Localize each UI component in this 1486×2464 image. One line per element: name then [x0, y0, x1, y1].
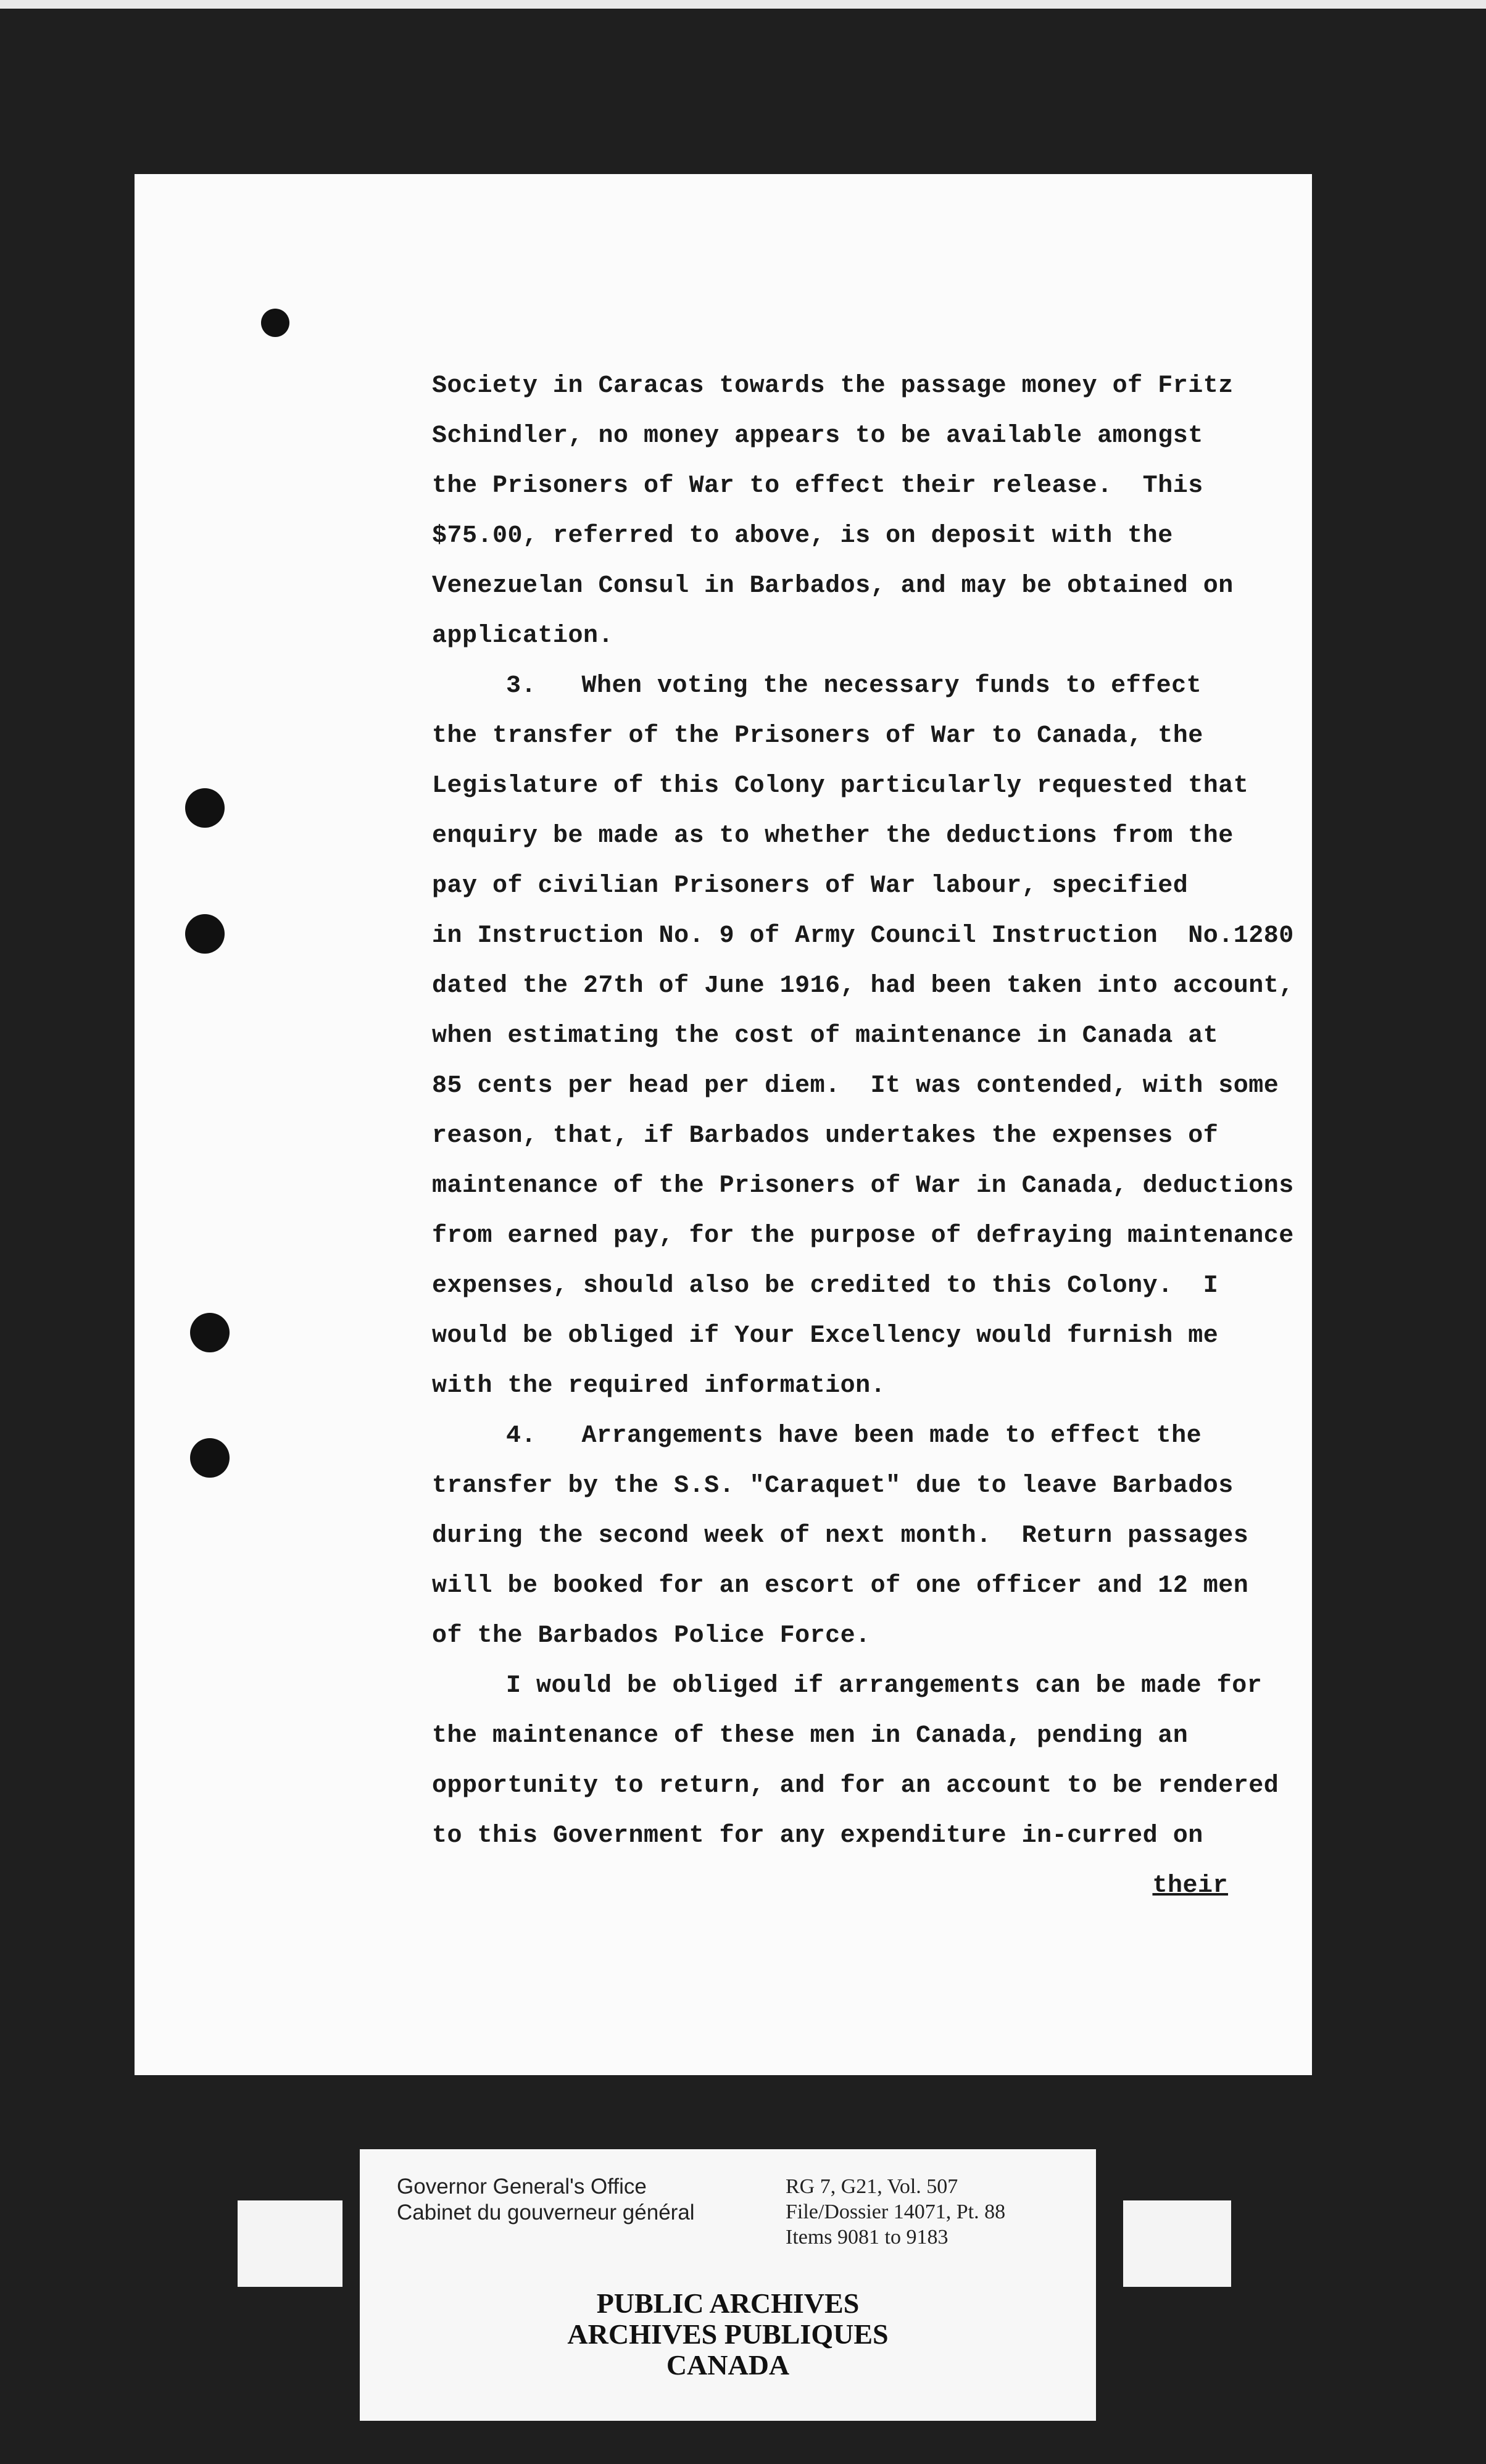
text-line: Venezuelan Consul in Barbados, and may be obtained on	[432, 572, 1234, 600]
archive-title	[360, 2288, 1096, 2381]
label-strip-left	[238, 2200, 342, 2287]
label-strip-right	[1123, 2200, 1231, 2287]
text-line: expenses, should also be credited to this Colony. I	[432, 1272, 1219, 1300]
office-english: Governor General's Office	[397, 2175, 647, 2199]
text-line: in Instruction No. 9 of Army Council Instruction No.1280	[432, 922, 1294, 950]
paragraph-4-start: 4. Arrangements have been made to effect the	[506, 1422, 1202, 1450]
text-line: $75.00, referred to above, is on deposit with the	[432, 522, 1173, 550]
text-line: application.	[432, 622, 614, 650]
text-line: the transfer of the Prisoners of War to Canada, the	[432, 722, 1203, 750]
reference-file: File/Dossier 14071, Pt. 88	[786, 2200, 1006, 2223]
reference-volume: RG 7, G21, Vol. 507	[786, 2175, 958, 2198]
archive-title-en: PUBLIC ARCHIVES	[596, 2287, 860, 2319]
catchword-line	[432, 1861, 1296, 1911]
punch-hole-3	[185, 914, 225, 954]
punch-hole-2	[185, 788, 225, 828]
text-line: would be obliged if Your Excellency would furnish me	[432, 1322, 1219, 1350]
text-line: maintenance of the Prisoners of War in Canada, deductions	[432, 1172, 1294, 1200]
text-line: opportunity to return, and for an account to be rendered	[432, 1772, 1279, 1800]
text-line: to this Government for any expenditure in-curred on	[432, 1822, 1203, 1850]
text-line: Legislature of this Colony particularly requested that	[432, 772, 1249, 800]
text-line: the Prisoners of War to effect their release. This	[432, 472, 1203, 500]
text-line: of the Barbados Police Force.	[432, 1622, 871, 1650]
office-french: Cabinet du gouverneur général	[397, 2200, 695, 2225]
punch-hole-4	[190, 1313, 230, 1352]
archive-reference	[786, 2174, 1005, 2250]
text-line: the maintenance of these men in Canada, pending an	[432, 1722, 1189, 1750]
text-line: enquiry be made as to whether the deductions from the	[432, 822, 1234, 850]
catchword: their	[1152, 1872, 1228, 1900]
film-edge	[0, 0, 1486, 9]
archive-title-country: CANADA	[666, 2349, 790, 2381]
text-line: 85 cents per head per diem. It was contended, with some	[432, 1072, 1279, 1100]
paragraph-5-start: I would be obliged if arrangements can be made for	[506, 1672, 1263, 1700]
text-line: Society in Caracas towards the passage money of Fritz	[432, 372, 1234, 400]
text-line: during the second week of next month. Return passages	[432, 1522, 1249, 1550]
text-line: pay of civilian Prisoners of War labour, specified	[432, 872, 1189, 900]
text-line: dated the 27th of June 1916, had been taken into account,	[432, 972, 1294, 1000]
paragraph-3-start: 3. When voting the necessary funds to effect	[506, 672, 1202, 700]
text-line: with the required information.	[432, 1372, 886, 1400]
text-line: will be booked for an escort of one officer and 12 men	[432, 1572, 1249, 1600]
text-line: when estimating the cost of maintenance in Canada at	[432, 1022, 1219, 1050]
office-names	[397, 2174, 695, 2226]
reference-items: Items 9081 to 9183	[786, 2226, 948, 2249]
text-line: transfer by the S.S. "Caraquet" due to leave Barbados	[432, 1472, 1234, 1500]
punch-hole-1	[261, 309, 289, 337]
text-line: reason, that, if Barbados undertakes the expenses of	[432, 1122, 1219, 1150]
archive-label	[360, 2149, 1096, 2421]
text-line: Schindler, no money appears to be available amongst	[432, 422, 1203, 450]
text-line: from earned pay, for the purpose of defraying maintenance	[432, 1222, 1294, 1250]
typed-letter-body	[432, 361, 1296, 1911]
archive-title-fr: ARCHIVES PUBLIQUES	[567, 2318, 889, 2350]
punch-hole-5	[190, 1438, 230, 1478]
